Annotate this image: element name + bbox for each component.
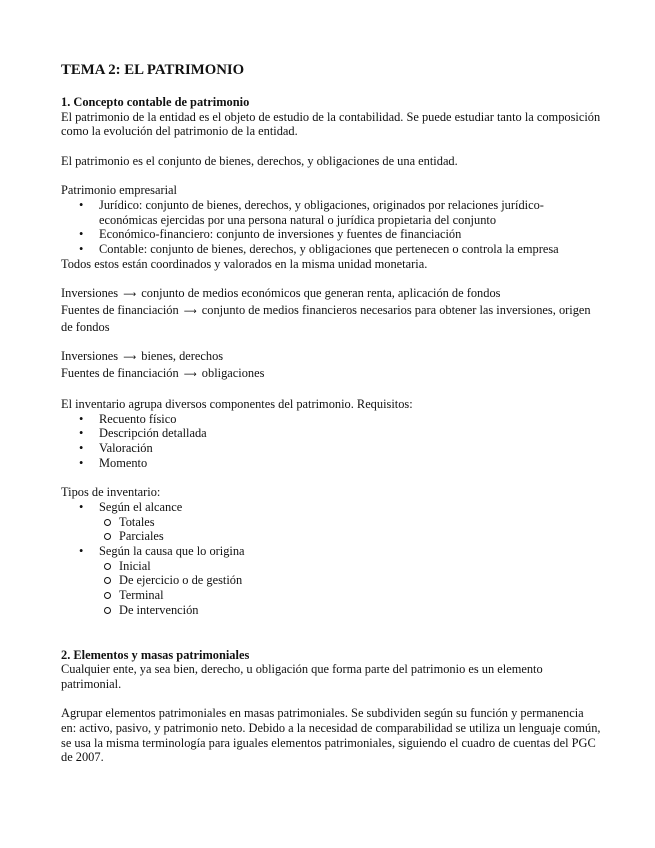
- list-item: • Descripción detallada: [61, 426, 601, 441]
- list-item: De intervención: [61, 603, 601, 618]
- arrow-right-icon: ⟶: [123, 290, 137, 301]
- relation-line: Inversiones ⟶ conjunto de medios económicos que generan renta, aplicación de fondos: [61, 286, 501, 301]
- arrow-right-icon: ⟶: [123, 352, 137, 363]
- empresarial-label: Patrimonio empresarial: [61, 183, 177, 198]
- arrow-right-icon: ⟶: [183, 369, 197, 380]
- document-title: TEMA 2: EL PATRIMONIO: [61, 62, 245, 78]
- list-item: • Contable: conjunto de bienes, derechos, y obligaciones que pertenecen o controla la empresa: [61, 242, 601, 257]
- list-item: • Momento: [61, 456, 601, 471]
- section-2-p1: Cualquier ente, ya sea bien, derecho, u obligación que forma parte del patrimonio es un elemento patrimonial.: [61, 662, 543, 691]
- section-1-heading: 1. Concepto contable de patrimonio: [61, 95, 250, 109]
- relation-line: Fuentes de financiación ⟶ obligaciones: [61, 365, 265, 380]
- sublist: [99, 515, 601, 544]
- relation-line: Fuentes de financiación ⟶ conjunto de medios financieros necesarios para obtener las inversiones, origen de fondos: [61, 302, 591, 334]
- list-item: Terminal: [61, 588, 601, 603]
- sublist: [99, 559, 601, 618]
- tipos-list: [61, 500, 601, 618]
- section-1-intro: El patrimonio de la entidad es el objeto de estudio de la contabilidad. Se puede estudiar tanto la composición como la evolución del patrimonio de la entidad.: [61, 109, 601, 139]
- arrow-right-icon: ⟶: [183, 306, 197, 317]
- list-item: Parciales: [61, 529, 601, 544]
- section-2-p2: Agrupar elementos patrimoniales en masas patrimoniales. Se subdividen según su función y permanencia en: activo, pasivo, y patrimonio neto. Debido a la necesidad de comparabilidad se utiliza un lenguaje común, se usa la misma terminología para iguales elementos patrimoniales, siguiendo el cuadro de cuentas del PGC de 2007.: [61, 706, 601, 765]
- list-item: • Valoración: [61, 441, 601, 456]
- section-2-heading: 2. Elementos y masas patrimoniales: [61, 647, 250, 662]
- patrimonio-definition: El patrimonio es el conjunto de bienes, derechos, y obligaciones de una entidad.: [61, 153, 458, 168]
- requisitos-list: [61, 412, 601, 471]
- list-item: • Según la causa que lo origina Inicial De ejercicio o de gestión Terminal De intervención: [61, 544, 601, 618]
- empresarial-list: [61, 198, 601, 257]
- list-item: Inicial: [61, 559, 601, 574]
- tipos-label: Tipos de inventario:: [61, 485, 161, 500]
- list-item: • Económico-financiero: conjunto de inversiones y fuentes de financiación: [61, 227, 601, 242]
- list-item: • Según el alcance Totales Parciales: [61, 500, 601, 544]
- empresarial-closing: Todos estos están coordinados y valorados en la misma unidad monetaria.: [61, 256, 428, 271]
- list-item: • Recuento físico: [61, 412, 601, 427]
- list-item: • Jurídico: conjunto de bienes, derechos, y obligaciones, originados por relaciones jurídico-económicas ejercidas por una persona natural o jurídica propietaria del conjunto: [61, 198, 601, 227]
- document-page: [61, 62, 601, 765]
- inventario-intro: El inventario agrupa diversos componentes del patrimonio. Requisitos:: [61, 396, 413, 411]
- relation-line: Inversiones ⟶ bienes, derechos: [61, 348, 224, 363]
- list-item: De ejercicio o de gestión: [61, 573, 601, 588]
- list-item: Totales: [61, 515, 601, 530]
